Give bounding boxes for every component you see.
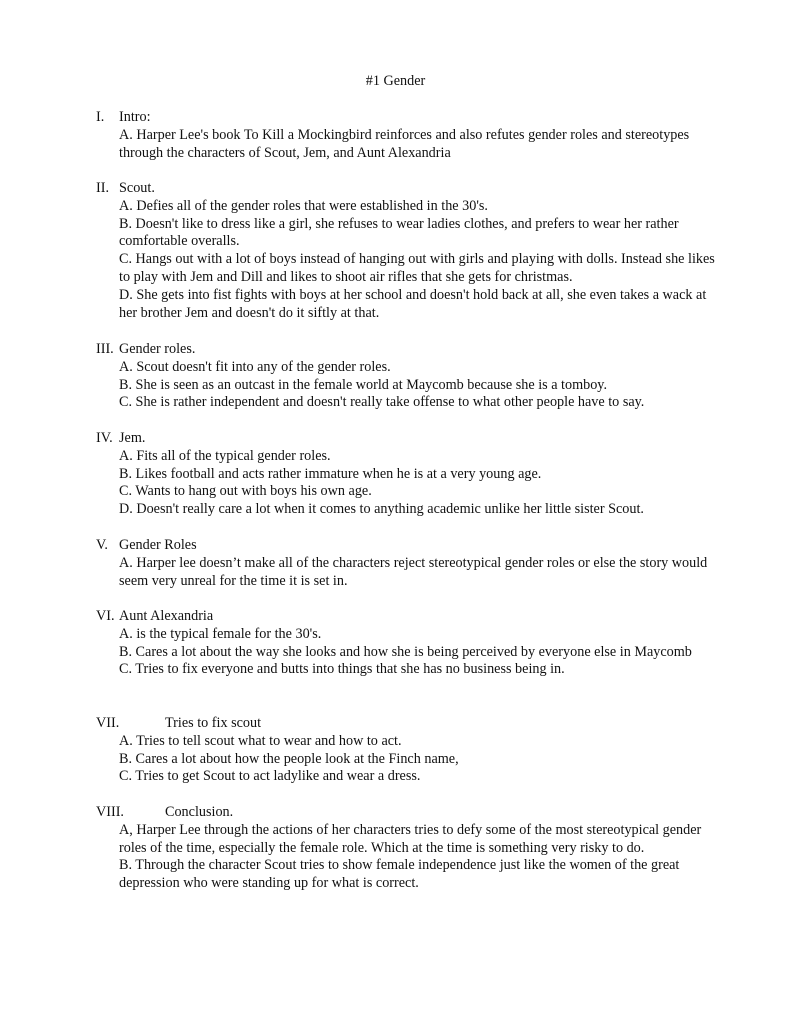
outline-section-scout [96, 180, 716, 322]
section-numeral: VII. [96, 715, 120, 731]
outline-item: A. Fits all of the typical gender roles. [119, 447, 331, 464]
outline-item: B. Through the character Scout tries to show female independence just like the women of the great depression who were standing up for what is correct. [119, 857, 680, 892]
section-numeral: VIII. [96, 804, 124, 820]
outline-item: D. She gets into fist fights with boys at her school and doesn't hold back at all, she even takes a wack at her brother Jem and doesn't do it siftly at that. [119, 286, 707, 321]
section-numeral: V. [96, 537, 108, 553]
outline-item: C. Hangs out with a lot of boys instead of hanging out with girls and playing with dolls. Instead she likes to play with Jem and Dill and likes to shoot air rifles that she gets for christmas. [119, 251, 715, 285]
outline-item: B. Likes football and acts rather immature when he is at a very young age. [119, 465, 542, 482]
outline-item: B. Cares a lot about how the people look at the Finch name, [119, 750, 459, 767]
outline-item: B. Doesn't like to dress like a girl, she refuses to wear ladies clothes, and prefers to wear her rather comfortable overalls. [119, 215, 679, 250]
outline-section-gender-roles-2 [96, 537, 716, 590]
outline-item: A. Tries to tell scout what to wear and how to act. [119, 732, 402, 749]
section-heading-text: Jem. [119, 430, 146, 446]
section-heading-text: Intro: [119, 109, 151, 125]
section-numeral: II. [96, 180, 109, 196]
outline-item: C. She is rather independent and doesn't really take offense to what other people have to say. [119, 394, 645, 411]
outline-item: C. Tries to fix everyone and butts into things that she has no business being in. [119, 661, 565, 678]
section-heading [96, 180, 716, 198]
section-heading-text: Gender Roles [119, 537, 197, 553]
section-heading [96, 430, 716, 448]
section-numeral: IV. [96, 430, 113, 446]
outline-section-aunt-alexandria [96, 608, 716, 679]
section-heading-text: Gender roles. [119, 341, 196, 357]
section-heading [96, 109, 716, 127]
section-heading-text: Conclusion. [165, 804, 234, 820]
section-heading [96, 608, 716, 626]
outline-item: C. Wants to hang out with boys his own age. [119, 483, 372, 500]
page-title: #1 Gender [365, 73, 426, 89]
outline-item: B. She is seen as an outcast in the female world at Maycomb because she is a tomboy. [119, 376, 608, 393]
outline-section-fix-scout [96, 715, 716, 786]
outline-item: B. Cares a lot about the way she looks and how she is being perceived by everyone else in Maycomb [119, 643, 692, 660]
outline-item: A. Defies all of the gender roles that were established in the 30's. [119, 197, 488, 214]
outline-item: A. Scout doesn't fit into any of the gender roles. [119, 358, 391, 375]
section-heading [96, 715, 716, 733]
section-heading [96, 537, 716, 555]
section-heading [96, 804, 716, 822]
outline-section-intro [96, 109, 716, 162]
section-numeral: VI. [96, 608, 115, 624]
section-numeral: I. [96, 109, 105, 125]
outline-item: C. Tries to get Scout to act ladylike and wear a dress. [119, 768, 421, 785]
outline-item: A. Harper Lee's book To Kill a Mockingbird reinforces and also refutes gender roles and stereotypes through the characters of Scout, Jem, and Aunt Alexandria [119, 126, 690, 161]
outline-section-conclusion [96, 804, 716, 893]
section-heading-text: Tries to fix scout [165, 715, 262, 731]
outline-section-gender-roles [96, 341, 716, 412]
outline-section-jem [96, 430, 716, 519]
outline-item: A, Harper Lee through the actions of her characters tries to defy some of the most stereotypical gender roles of the time, especially the female role. Which at the time is something very risky to do. [119, 821, 702, 856]
section-heading-text: Scout. [119, 180, 155, 196]
outline-item: D. Doesn't really care a lot when it comes to anything academic unlike her little sister Scout. [119, 501, 644, 518]
section-heading [96, 341, 716, 359]
section-numeral: III. [96, 341, 114, 357]
outline-item: A. Harper lee doesn’t make all of the characters reject stereotypical gender roles or else the story would seem very unreal for the time it is set in. [119, 554, 708, 589]
section-heading-text: Aunt Alexandria [119, 608, 214, 624]
outline-item: A. is the typical female for the 30's. [119, 625, 322, 642]
